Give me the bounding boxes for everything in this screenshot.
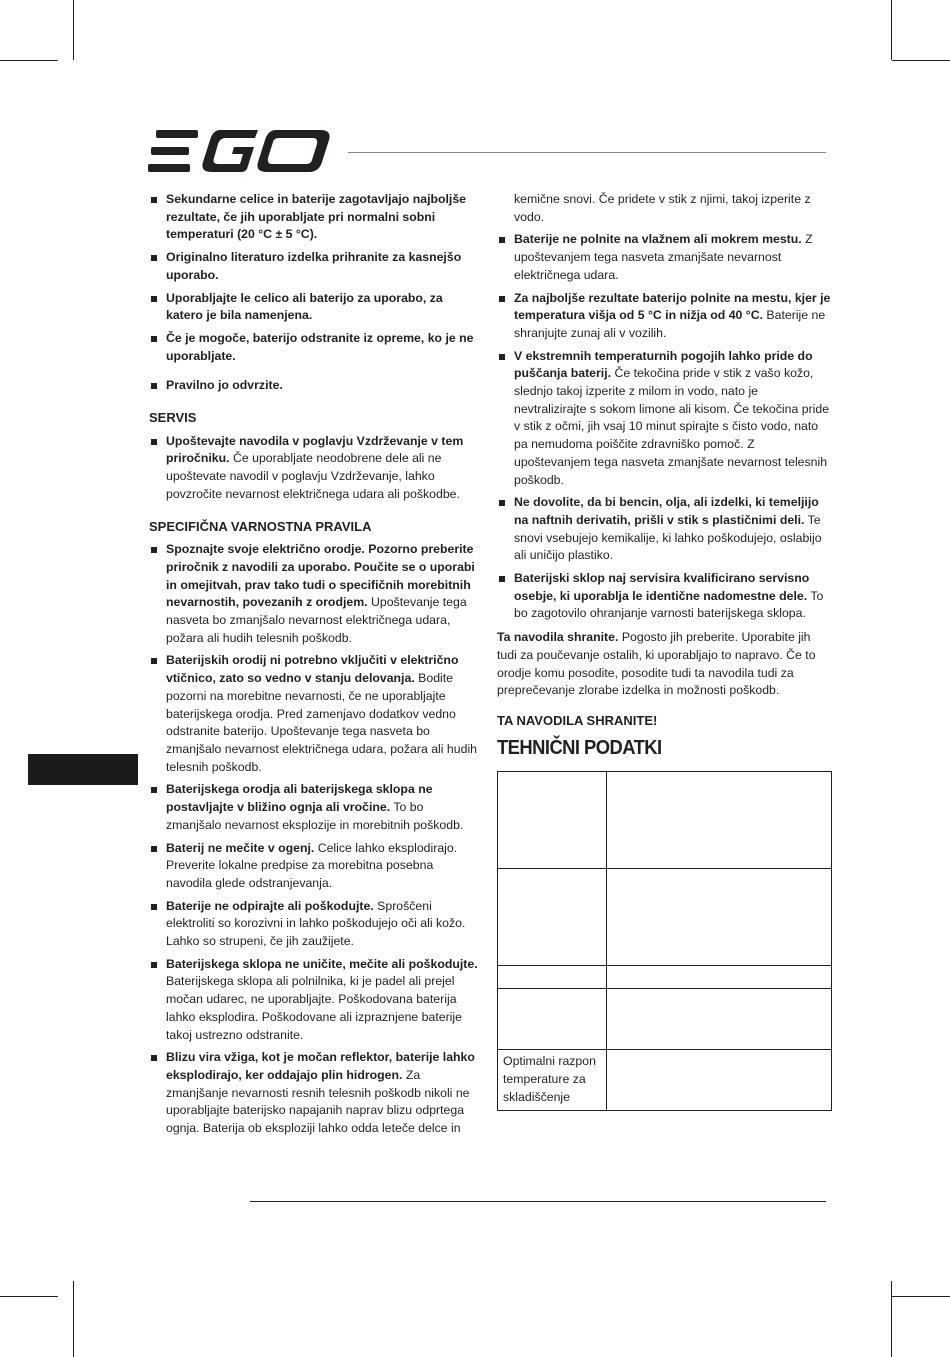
servis-bullet	[149, 433, 479, 504]
right-bullet	[497, 494, 833, 565]
servis-list	[149, 433, 479, 504]
specific-rules-list	[149, 541, 479, 1138]
crop-mark	[891, 1281, 892, 1357]
tech-data-heading: TEHNIČNI PODATKI	[497, 736, 662, 759]
right-bullet-text: Baterije ne shranjujte zunaj ali v vozilih.	[514, 308, 826, 340]
specific-rule-bullet-bold: Blizu vira vžiga, kot je močan reflektor, baterije lahko eksplodirajo, ker oddajajo plin hidrogen.	[166, 1050, 475, 1082]
tech-data-value	[607, 772, 832, 869]
footer-rule	[250, 1201, 826, 1202]
continuation-text: kemične snovi. Če pridete v stik z njimi, takoj izperite z vodo.	[514, 192, 811, 224]
section-tab	[28, 754, 138, 785]
specific-rule-bullet	[149, 541, 479, 647]
save-paragraph	[497, 629, 833, 700]
tech-data-key	[498, 989, 607, 1050]
intro-bullet-bold: Originalno literaturo izdelka prihranite za kasnejšo uporabo.	[166, 250, 462, 282]
tech-data-table	[497, 771, 832, 1110]
intro-bullet-bold: Uporabljajte le celico ali baterijo za uporabo, za katero je bila namenjena.	[166, 290, 443, 323]
specific-rules-heading: SPECIFIČNA VARNOSTNA PRAVILA	[149, 518, 372, 534]
right-bullet-list	[497, 231, 833, 623]
tech-data-key	[498, 772, 607, 869]
servis-bullet-bold: Upoštevajte navodila v poglavju Vzdrževanje v tem priročniku.	[166, 433, 464, 466]
specific-rule-bullet-bold: Baterijskega orodja ali baterijskega sklopa ne postavljajte v bližino ognja ali vročine.	[166, 782, 433, 815]
right-bullet	[497, 231, 833, 284]
crop-mark	[0, 60, 58, 61]
right-bullet-text: Te snovi vsebujejo kemikalije, ki lahko poškodujejo, oslabijo ali uničijo plastiko.	[514, 512, 822, 563]
right-bullet	[497, 290, 833, 343]
tech-data-value	[607, 966, 832, 989]
tech-data-row	[498, 772, 832, 869]
save-paragraph-bold: Ta navodila shranite.	[497, 630, 619, 645]
right-bullet-bold: Za najboljše rezultate baterijo polnite na mestu, kjer je temperatura višja od 5 °C in nižja od 40 °C.	[514, 290, 831, 323]
crop-mark	[892, 60, 950, 61]
crop-mark	[892, 1296, 950, 1297]
specific-rule-bullet	[149, 898, 479, 951]
specific-rule-bullet-text: Celice lahko eksplodirajo. Preverite lokalne predpise za morebitna posebna navodila glede odstranjevanja.	[166, 840, 458, 890]
intro-list	[149, 191, 479, 395]
specific-rule-bullet	[149, 840, 479, 893]
servis-bullet-text: Če uporabljate neodobrene dele ali ne upoštevate navodil v poglavju Vzdrževanje, lahko povzročite nevarnost električnega udara ali poškodbe.	[166, 451, 460, 501]
header-rule	[348, 152, 826, 153]
specific-rule-bullet-bold: Baterije ne odpirajte ali poškodujte.	[166, 898, 374, 913]
tech-data-value	[607, 989, 832, 1050]
right-bullet-bold: Ne dovolite, da bi bencin, olja, ali izdelki, ki temeljijo na naftnih derivatih, prišli v stik s plastičnimi deli.	[514, 495, 819, 527]
intro-bullet	[149, 191, 479, 244]
specific-rule-bullet-text: Bodite pozorni na morebitne nevarnosti, če ne uporabljajte baterijskega orodja. Pred zamenjavo dodatkov vedno odstranite baterijo. Upoštevanje tega nasveta bo zmanjšalo nevarnost električnega udara, požara ali hudih telesnih poškodb.	[166, 671, 478, 774]
intro-bullet	[149, 290, 479, 325]
save-paragraph-text: Pogosto jih preberite. Uporabite jih tudi za poučevanje ostalih, ki uporabljajo to napravo. Če to orodje komu posodite, posodite tudi ta navodila tudi za preprečevanje zlorabe izdelka in možnosti poškodb.	[497, 630, 816, 698]
specific-rule-bullet-bold: Baterijskega sklopa ne uničite, mečite ali poškodujte.	[166, 956, 478, 971]
specific-rule-bullet	[149, 781, 479, 834]
tech-data-key	[498, 869, 607, 966]
ego-logo	[148, 130, 333, 174]
specific-rule-bullet	[149, 956, 479, 1045]
save-heading: TA NAVODILA SHRANITE!	[497, 712, 658, 728]
crop-mark	[73, 1281, 74, 1357]
specific-rule-bullet-text: Upoštevanje tega nasveta bo zmanjšalo nevarnost električnega udara, požara ali hudih telesnih poškodb.	[166, 595, 467, 645]
intro-bullet-bold: Sekundarne celice in baterije zagotavljajo najboljše rezultate, če jih uporabljate pri normalni sobni temperaturi (20 °C ± 5 °C).	[166, 192, 467, 242]
tech-data-key: Optimalni razpon temperature za skladiščenje	[498, 1050, 607, 1110]
right-bullet-bold: V ekstremnih temperaturnih pogojih lahko pride do puščanja baterij.	[514, 348, 813, 381]
specific-rule-bullet-text: Sproščeni elektroliti so korozivni in lahko poškodujejo oči ali kožo. Lahko so strupeni, če jih zaužijete.	[166, 898, 466, 949]
tech-data-row	[498, 1050, 832, 1110]
right-bullet-bold: Baterije ne polnite na vlažnem ali mokrem mestu.	[514, 232, 802, 247]
left-column	[149, 191, 479, 1143]
specific-rule-bullet-bold: Baterij ne mečite v ogenj.	[166, 840, 315, 855]
intro-bullet-bold: Če je mogoče, baterijo odstranite iz opreme, ko je ne uporabljate.	[166, 330, 474, 363]
tech-data-value	[607, 869, 832, 966]
specific-rule-bullet-text: To bo zmanjšalo nevarnost eksplozije in morebitnih poškodb.	[166, 800, 464, 832]
right-bullet-text: Če tekočina pride v stik z vašo kožo, slednjo takoj izperite z milom in vodo, nato je nevtralizirajte s sokom limone ali kisom. Če tekočina pride v stik z očmi, jih vsaj 10 minut spirajte s čisto vodo, nato pa nemudoma poiščite zdravniško pomoč. Z upoštevanjem tega nasveta zmanjšate nevarnost telesnih poškodb.	[514, 366, 830, 487]
specific-rule-bullet-bold: Baterijskih orodij ni potrebno vključiti v električno vtičnico, zato so vedno v stanju delovanja.	[166, 653, 459, 686]
tech-data-row	[498, 989, 832, 1050]
crop-mark	[0, 1296, 58, 1297]
specific-rule-bullet-text: Baterijskega sklopa ali polnilnika, ki je padel ali prejel močan udarec, ne uporabljajte. Poškodovana baterija lahko eksplodira. Poškodovane ali izpraznjene baterije takoj ustrezno odstranite.	[166, 974, 462, 1042]
intro-bullet	[149, 330, 479, 365]
right-bullet	[497, 348, 833, 490]
right-column	[497, 191, 833, 1111]
tech-data-row	[498, 966, 832, 989]
specific-rule-bullet-bold: Spoznajte svoje električno orodje. Pozorno preberite priročnik z navodili za uporabo. Poučite se o uporabi in omejitvah, prav tako tudi o specifičnih morebitnih nevarnostih, povezanih z orodjem.	[166, 542, 475, 610]
servis-heading: SERVIS	[149, 410, 197, 426]
specific-rule-bullet-text: Za zmanjšanje nevarnosti resnih telesnih poškodb nikoli ne uporabljajte baterijsko napajanih naprav blizu odprtega ognja. Baterija ob eksploziji lahko odda leteče delce in	[166, 1067, 470, 1136]
specific-rule-bullet	[149, 1049, 479, 1138]
intro-bullet	[149, 249, 479, 284]
right-bullet	[497, 570, 833, 623]
specific-rule-bullet	[149, 652, 479, 776]
tech-data-key	[498, 966, 607, 989]
tech-data-row	[498, 869, 832, 966]
right-bullet-bold: Baterijski sklop naj servisira kvalificirano servisno osebje, ki uporablja le identične nadomestne dele.	[514, 571, 810, 603]
intro-bullet	[149, 377, 479, 395]
crop-mark	[73, 0, 74, 60]
right-bullet-text: To bo zagotovilo ohranjanje varnosti baterijskega sklopa.	[514, 588, 824, 621]
tech-data-value	[607, 1050, 832, 1110]
intro-bullet-bold: Pravilno jo odvrzite.	[166, 378, 283, 393]
crop-mark	[891, 0, 892, 60]
right-bullet-text: Z upoštevanjem tega nasveta zmanjšate nevarnost električnega udara.	[514, 232, 813, 282]
